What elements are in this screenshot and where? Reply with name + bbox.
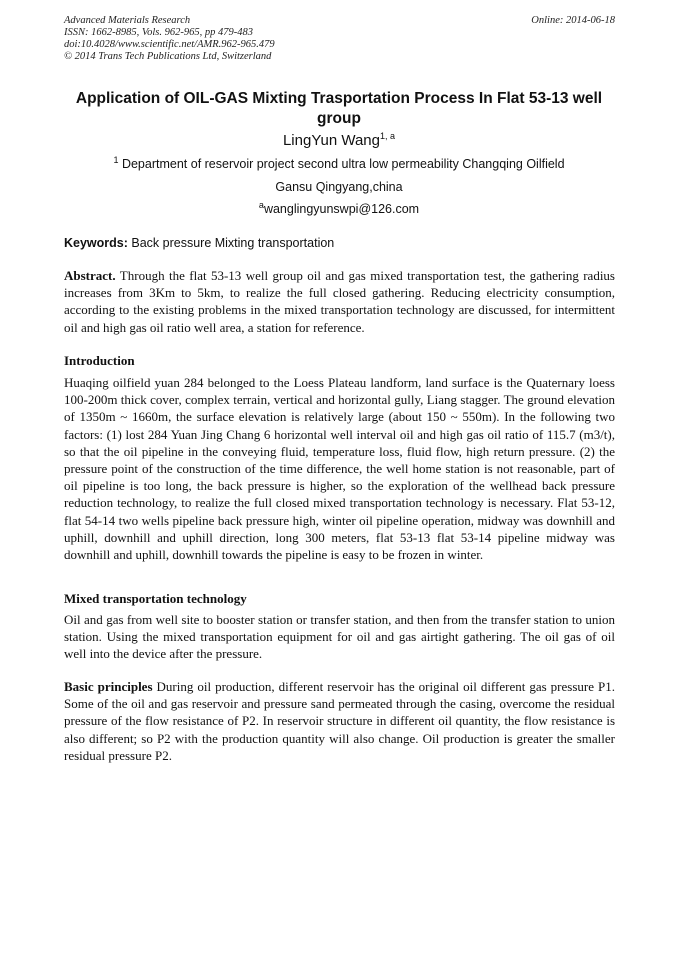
abstract-label: Abstract. [64, 268, 116, 283]
keywords [64, 235, 615, 251]
basic-principles [64, 678, 615, 764]
affiliation-line-1 [0, 156, 678, 172]
journal-header [64, 15, 615, 63]
affiliation-line-2: Gansu Qingyang,china [275, 180, 403, 194]
basic-principles-text: During oil production, different reservoir has the original oil different gas pressure P1. Some of the oil and gas reservoir and pressure sand permeated through the casing, overcome the residual pressure of the flow resistance of P2. In reservoir structure in different oil quantity, the flow resistance is also different; so P2 with the production quantity will also change. Oil production is greater the smaller residual pressure P2. [64, 679, 615, 763]
mixed-transportation-heading: Mixed transportation technology [64, 591, 247, 606]
author-name: LingYun Wang [282, 132, 380, 149]
author-line [0, 131, 678, 151]
author-superscript: 1, a [380, 131, 396, 141]
journal-copyright: © 2014 Trans Tech Publications Ltd, Switzerland [64, 51, 272, 62]
journal-name: Advanced Materials Research [64, 15, 191, 26]
email-superscript: a [258, 199, 264, 210]
affiliation-text: Department of reservoir project second ultra low permeability Changqing Oilfield [118, 157, 565, 171]
journal-doi: doi:10.4028/www.scientific.net/AMR.962-965.479 [64, 39, 275, 50]
introduction-text: Huaqing oilfield yuan 284 belonged to the Loess Plateau landform, land surface is the Quaternary loess 100-200m thick cover, complex terrain, vertical and horizontal gully, Liang stagger. The ground elevation of 1350m ~ 1660m, the surface elevation is relatively large (about 150 ~ 550m). In the following two factors: (1) lost 284 Yuan Jing Chang 6 horizontal well interval oil and high gas oil ratio of 115.7 (m3/t), so that the oil pipeline in the conveying fluid, temperature loss, fluid flow, high return pressure. (2) the pressure point of the construction of the time difference, the well home station is not reasonable, part of oil pipeline is too long, the back pressure is higher, so the exploration of the wellhead back pressure reduction technology, to realize the full closed mixed transportation technology is necessary. Flat 53-12, flat 54-14 two wells pipeline back pressure high, winter oil pipeline operation, midway was downhill and uphill, downhill and uphill direction, long 300 meters, flat 53-13 flat 53-14 pipeline midway was downhill and uphill, downhill towards the pipeline is easy to be frozen in winter. [64, 375, 615, 563]
abstract-text: Through the flat 53-13 well group oil and gas mixed transportation test, the gathering radius increases from 3Km to 5km, to realize the full closed gathering. Reducing electricity consumption, according to the existing problems in the mixed transportation technology are discussed, for intermittent oil and high gas oil ratio well area, a station for reference. [64, 268, 615, 335]
paper-title: Application of OIL-GAS Mixting Trasportation Process In Flat 53-13 well group [75, 90, 603, 127]
keywords-text: Back pressure Mixting transportation [127, 236, 335, 250]
online-date: Online: 2014-06-18 [531, 15, 615, 26]
author-email: wanglingyunswpi@126.com [263, 202, 420, 216]
journal-issn: ISSN: 1662-8985, Vols. 962-965, pp 479-483 [64, 27, 253, 38]
author-email-line [0, 201, 678, 217]
introduction-heading: Introduction [64, 353, 135, 368]
keywords-label: Keywords: [64, 236, 128, 250]
basic-principles-label: Basic principles [64, 679, 153, 694]
abstract [64, 267, 615, 336]
mixed-transportation-text: Oil and gas from well site to booster station or transfer station, and then from the transfer station to union station. Using the mixed transportation equipment for oil and gas airtight gathering. The oil gas of oil well into the device after the pressure. [64, 612, 615, 662]
affiliation-superscript: 1 [113, 154, 119, 165]
